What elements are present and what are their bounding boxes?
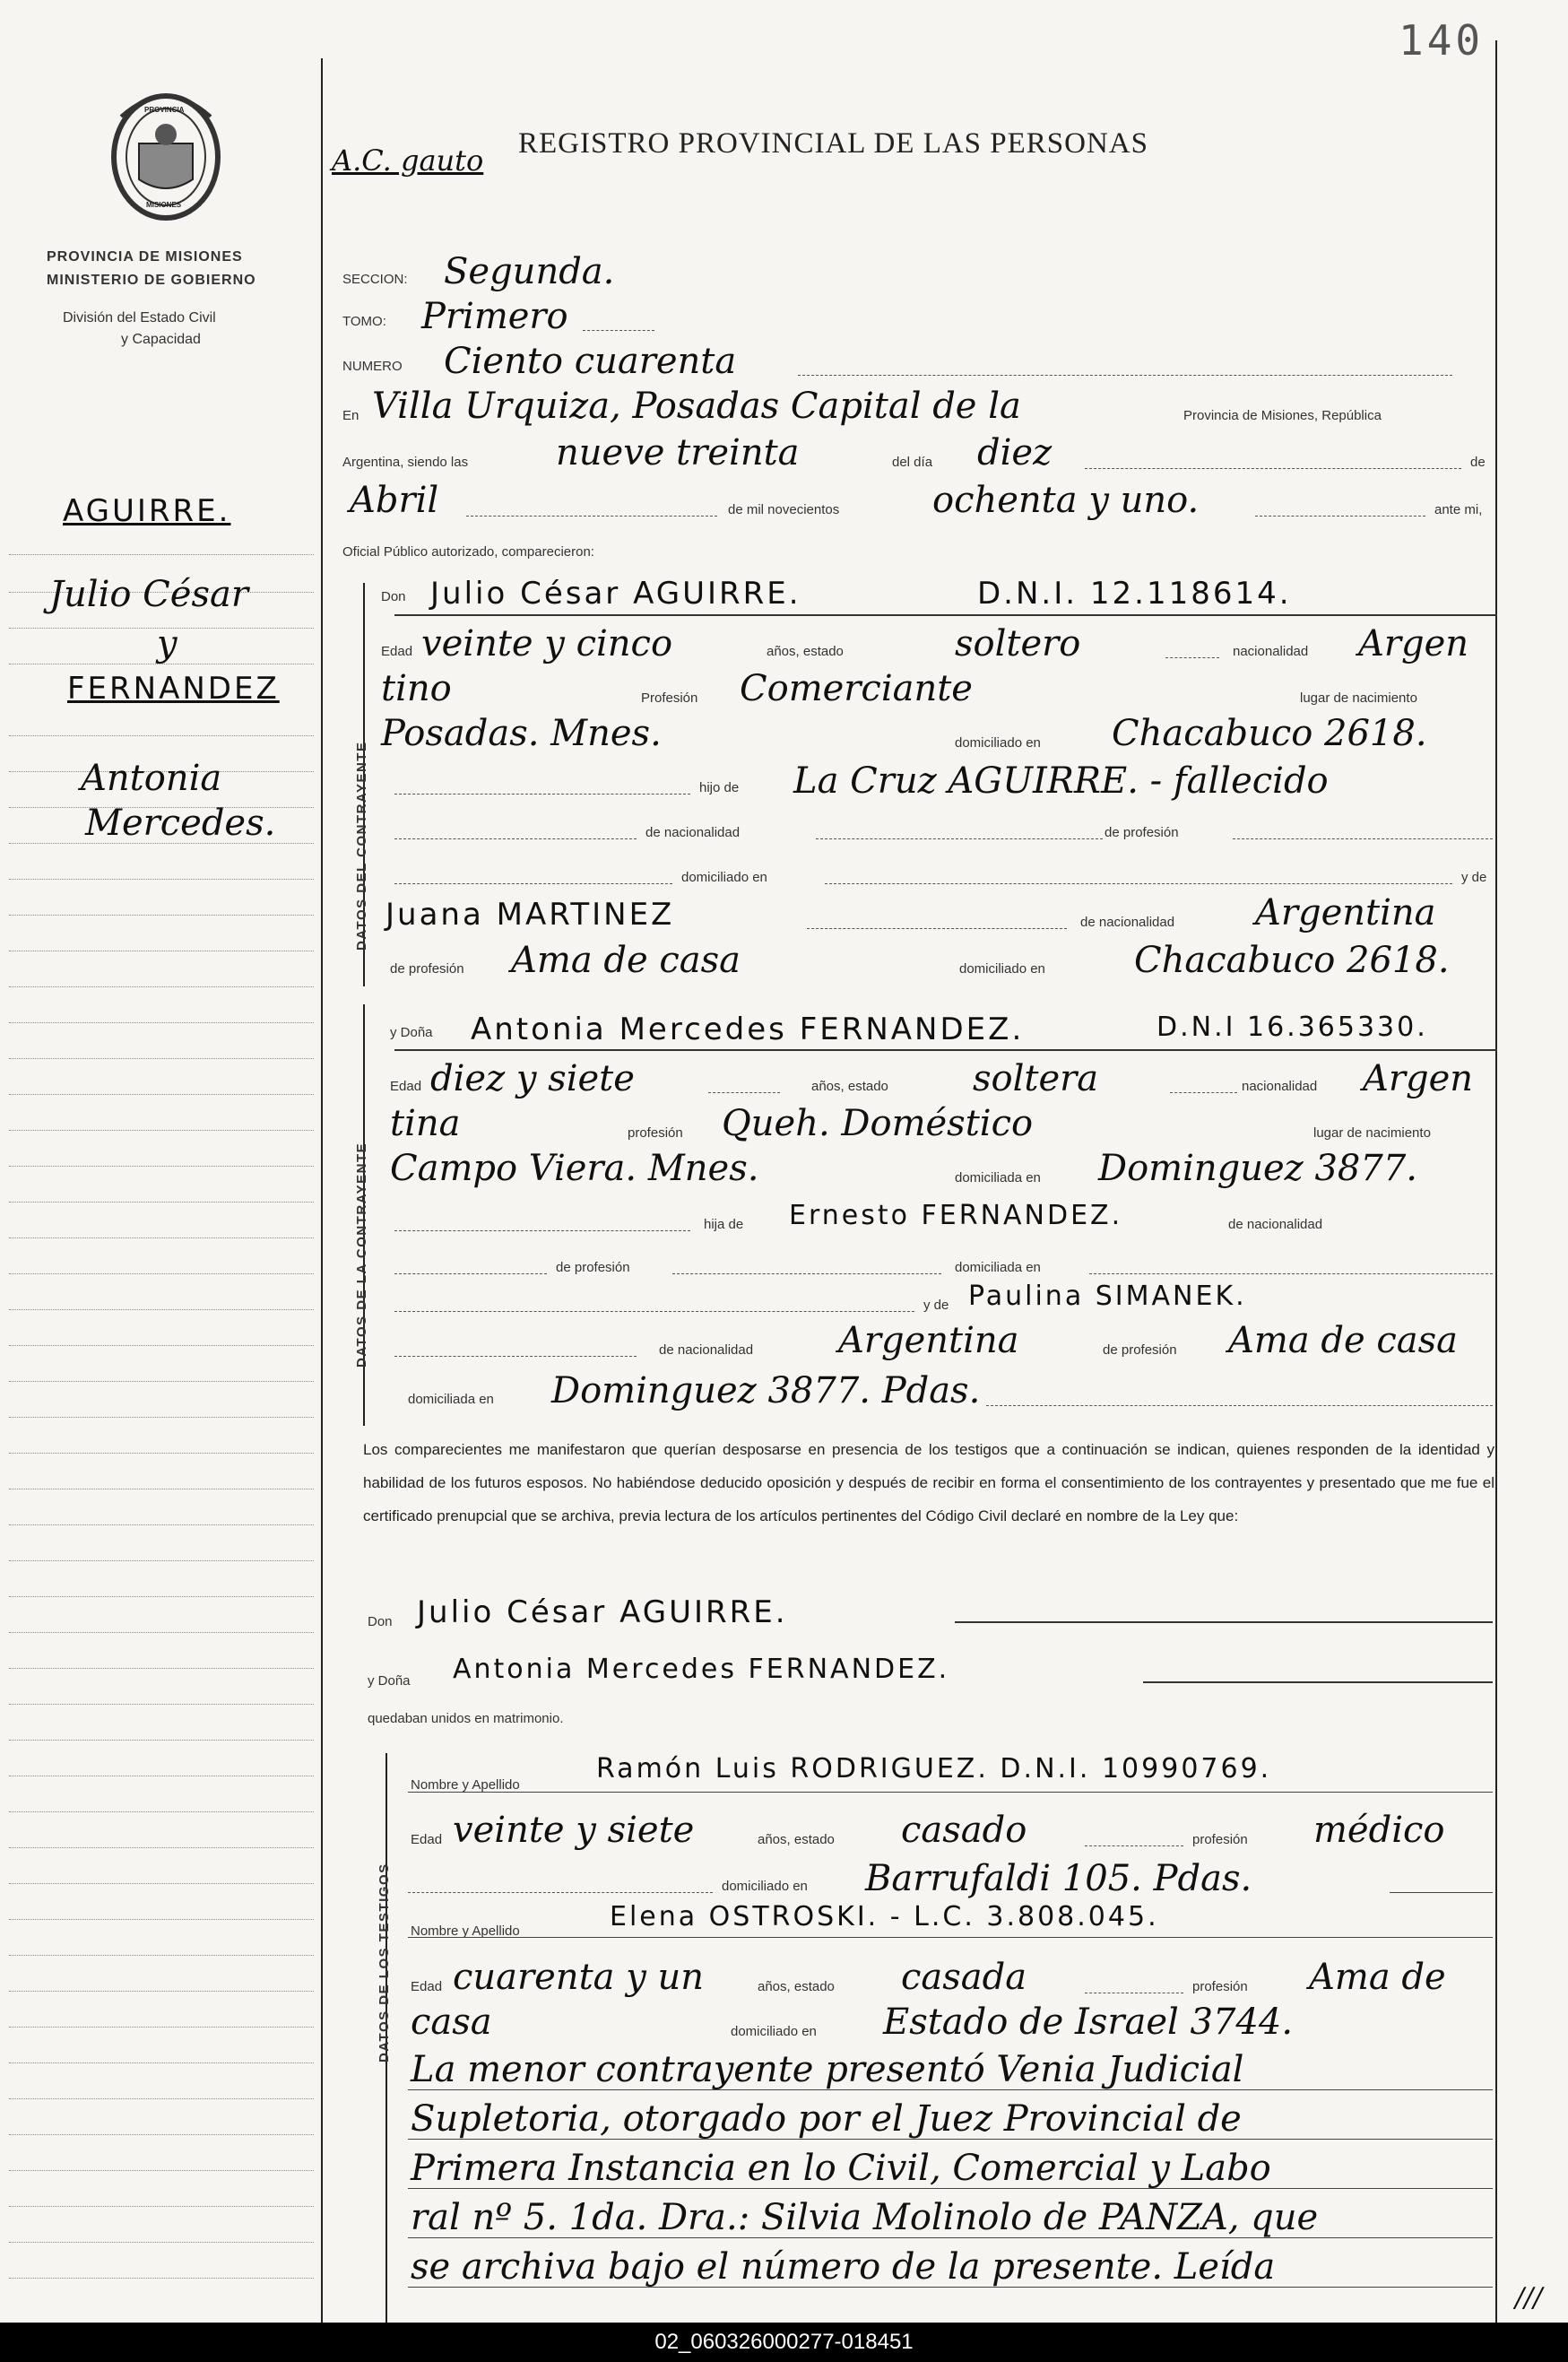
c-nac-label: nacionalidad: [1233, 644, 1309, 659]
a-anios-label: años, estado: [811, 1079, 888, 1094]
ante-label: ante mi,: [1434, 502, 1483, 517]
a-dom-label: domiciliada en: [955, 1170, 1041, 1185]
issuer-line1: PROVINCIA DE MISIONES: [47, 249, 243, 265]
d-esposa: Antonia Mercedes FERNANDEZ.: [453, 1654, 950, 1685]
t1-prof: médico: [1313, 1810, 1445, 1851]
tomo-label: TOMO:: [342, 314, 386, 329]
right-border: [1495, 40, 1497, 2323]
del-dia-label: del día: [892, 455, 933, 470]
margin-conj: y: [157, 623, 178, 664]
en-label: En: [342, 408, 360, 423]
c-lugar-nac: Posadas. Mnes.: [381, 713, 662, 754]
t2-edad: cuarenta y un: [453, 1957, 705, 1998]
provincial-seal: [103, 81, 229, 229]
t2-label: Nombre y Apellido: [411, 1923, 520, 1939]
t1-dom: Barrufaldi 105. Pdas.: [865, 1858, 1252, 1899]
c-profesion: Comerciante: [740, 668, 973, 709]
issuer-line3: División del Estado Civil: [63, 310, 216, 326]
t2-prof-b: casa: [411, 2002, 492, 2043]
c-nac-a: Argen: [1358, 623, 1469, 664]
margin-name1: Julio César: [49, 574, 248, 615]
seccion-value: Segunda.: [444, 251, 615, 292]
c-don-label: Don: [381, 589, 406, 604]
t1-label: Nombre y Apellido: [411, 1777, 520, 1793]
c-nombre: Julio César AGUIRRE.: [430, 576, 801, 612]
margin-surname2: FERNANDEZ: [67, 671, 280, 707]
t1-estado: casado: [901, 1810, 1027, 1851]
oficial-label: Oficial Público autorizado, comparecieron:: [342, 544, 594, 560]
c-dni: D.N.I. 12.118614.: [977, 576, 1292, 612]
issuer-line4: y Capacidad: [121, 332, 201, 347]
c-de-prof-label: de profesión: [1105, 825, 1179, 840]
seal-top-text: PROVINCIA: [144, 106, 185, 114]
c-dom-label2: domiciliado en: [681, 870, 767, 885]
c-madre-nac: Argentina: [1255, 892, 1436, 934]
contrayenta-section-label: DATOS DE LA CONTRAYENTE: [354, 1142, 369, 1368]
margin-name2a: Antonia: [81, 758, 222, 799]
a-hija-label: hija de: [704, 1217, 744, 1232]
a-profesion: Queh. Doméstico: [722, 1103, 1034, 1144]
a-madre-dom-label: domiciliada en: [408, 1392, 494, 1407]
c-nac-b: tino: [381, 668, 452, 709]
nota-line4: ral nº 5. 1da. Dra.: Silvia Molinolo de PANZA, que: [411, 2197, 1319, 2238]
t2-edad-label: Edad: [411, 1979, 443, 1994]
hora-value: nueve treinta: [556, 432, 800, 473]
issuer-line2: MINISTERIO DE GOBIERNO: [47, 273, 256, 288]
a-prof-label: profesión: [628, 1125, 683, 1141]
argentina-label: Argentina, siendo las: [342, 455, 469, 470]
t2-anios-label: años, estado: [758, 1979, 835, 1994]
anio-value: ochenta y uno.: [932, 480, 1200, 521]
c-anios-label: años, estado: [767, 644, 844, 659]
nota-line3: Primera Instancia en lo Civil, Comercial y Labo: [411, 2148, 1271, 2189]
testigos-section-label: DATOS DE LOS TESTIGOS: [377, 1863, 392, 2062]
t1-anios-label: años, estado: [758, 1832, 835, 1847]
c-madre: Juana MARTINEZ: [386, 897, 675, 933]
provincia-label: Provincia de Misiones, República: [1183, 408, 1382, 423]
a-nac-label: nacionalidad: [1242, 1079, 1318, 1094]
c-madre-dom: Chacabuco 2618.: [1134, 940, 1450, 981]
c-domicilio: Chacabuco 2618.: [1112, 713, 1427, 754]
lugar-value: Villa Urquiza, Posadas Capital de la: [372, 386, 1021, 427]
t2-prof-label: profesión: [1192, 1979, 1248, 1994]
c-lugar-nac-label: lugar de nacimiento: [1300, 690, 1417, 706]
a-padre: Ernesto FERNANDEZ.: [789, 1200, 1123, 1231]
t1-nombre: Ramón Luis RODRIGUEZ. D.N.I. 10990769.: [596, 1753, 1272, 1785]
c-padre: La Cruz AGUIRRE. - fallecido: [793, 760, 1329, 802]
a-madre: Paulina SIMANEK.: [968, 1281, 1247, 1312]
de-label: de: [1470, 455, 1486, 470]
t1-edad-label: Edad: [411, 1832, 443, 1847]
t2-nombre: Elena OSTROSKI. - L.C. 3.808.045.: [610, 1901, 1159, 1932]
footer-id: 02_060326000277-018451: [654, 2330, 914, 2354]
anio-label: de mil novecientos: [728, 502, 840, 517]
header-scribble: A.C. gauto: [332, 143, 484, 178]
declaracion-texto: Los comparecientes me manifestaron que querían desposarse en presencia de los testigos que a continuación se indican, quienes responden de la identidad y habilidad de los futuros esposos. No habiéndose deducido oposición y después de recibir en forma el consentimiento de los contrayentes y presentado que me fue el certificado prenupcial que se archiva, previa lectura de los artículos pertinentes del Código Civil declaré en nombre de la Ley que:: [363, 1441, 1494, 1524]
margin-name2b: Mercedes.: [85, 803, 276, 844]
c-madre-nac-label: de nacionalidad: [1080, 915, 1175, 930]
t1-prof-label: profesión: [1192, 1832, 1248, 1847]
c-de-nac-label: de nacionalidad: [645, 825, 741, 840]
d-dona-label: y Doña: [368, 1673, 411, 1689]
t2-dom-label: domiciliado en: [731, 2024, 817, 2039]
c-y-de-label: y de: [1461, 870, 1487, 885]
contrayente-section-label: DATOS DEL CONTRAYENTE: [354, 741, 369, 951]
c-madre-prof-label: de profesión: [390, 961, 464, 977]
d-esposo: Julio César AGUIRRE.: [417, 1594, 788, 1630]
a-lugar-nac-label: lugar de nacimiento: [1313, 1125, 1431, 1141]
nota-line1: La menor contrayente presentó Venia Judicial: [411, 2049, 1244, 2090]
t2-estado: casada: [901, 1957, 1027, 1998]
a-lugar-nac: Campo Viera. Mnes.: [390, 1148, 759, 1189]
a-estado: soltera: [973, 1058, 1099, 1099]
numero-label: NUMERO: [342, 359, 403, 374]
t1-dom-label: domiciliado en: [722, 1879, 808, 1894]
t2-prof-a: Ama de: [1309, 1957, 1446, 1998]
a-edad-label: Edad: [390, 1079, 422, 1094]
c-madre-prof: Ama de casa: [511, 940, 741, 981]
tomo-value: Primero: [421, 296, 568, 337]
c-hijo-label: hijo de: [699, 780, 740, 795]
a-nombre: Antonia Mercedes FERNANDEZ.: [471, 1012, 1025, 1047]
a-dona-label: y Doña: [390, 1025, 433, 1040]
t2-dom: Estado de Israel 3744.: [883, 2002, 1294, 2043]
mes-value: Abril: [350, 480, 439, 521]
a-de-prof-label: de profesión: [556, 1260, 630, 1275]
nota-line2: Supletoria, otorgado por el Juez Provincial de: [411, 2098, 1242, 2140]
c-estado: soltero: [955, 623, 1081, 664]
a-madre-nac: Argentina: [838, 1320, 1019, 1361]
page-number: 140: [1399, 16, 1485, 65]
c-edad-label: Edad: [381, 644, 413, 659]
c-prof-label: Profesión: [641, 690, 698, 706]
a-dom-label2: domiciliada en: [955, 1260, 1041, 1275]
document-title: REGISTRO PROVINCIAL DE LAS PERSONAS: [518, 127, 1149, 160]
a-madre-dom: Dominguez 3877. Pdas.: [551, 1370, 981, 1411]
nota-line5: se archiva bajo el número de la presente. Leída: [411, 2246, 1276, 2288]
a-madre-prof: Ama de casa: [1228, 1320, 1458, 1361]
a-madre-nac-label: de nacionalidad: [659, 1342, 754, 1358]
c-dom-label: domiciliado en: [955, 735, 1041, 751]
margin-divider: [321, 58, 323, 2323]
a-y-de-label: y de: [923, 1298, 949, 1313]
c-madre-dom-label: domiciliado en: [959, 961, 1045, 977]
c-edad: veinte y cinco: [421, 623, 673, 664]
d-cierre: quedaban unidos en matrimonio.: [368, 1711, 564, 1726]
t1-edad: veinte y siete: [453, 1810, 695, 1851]
a-edad: diez y siete: [430, 1058, 635, 1099]
a-dni: D.N.I 16.365330.: [1157, 1012, 1428, 1043]
a-nac-b: tina: [390, 1103, 461, 1144]
seal-bottom-text: MISIONES: [146, 201, 182, 209]
numero-value: Ciento cuarenta: [444, 341, 737, 382]
a-domicilio: Dominguez 3877.: [1098, 1148, 1417, 1189]
a-de-nac-label: de nacionalidad: [1228, 1217, 1323, 1232]
seccion-label: SECCION:: [342, 272, 408, 287]
a-madre-prof-label: de profesión: [1103, 1342, 1177, 1358]
corner-mark: ///: [1515, 2282, 1543, 2314]
a-nac-a: Argen: [1363, 1058, 1474, 1099]
d-don-label: Don: [368, 1614, 393, 1629]
margin-surname1: AGUIRRE.: [63, 493, 231, 529]
dia-value: diez: [977, 432, 1053, 473]
